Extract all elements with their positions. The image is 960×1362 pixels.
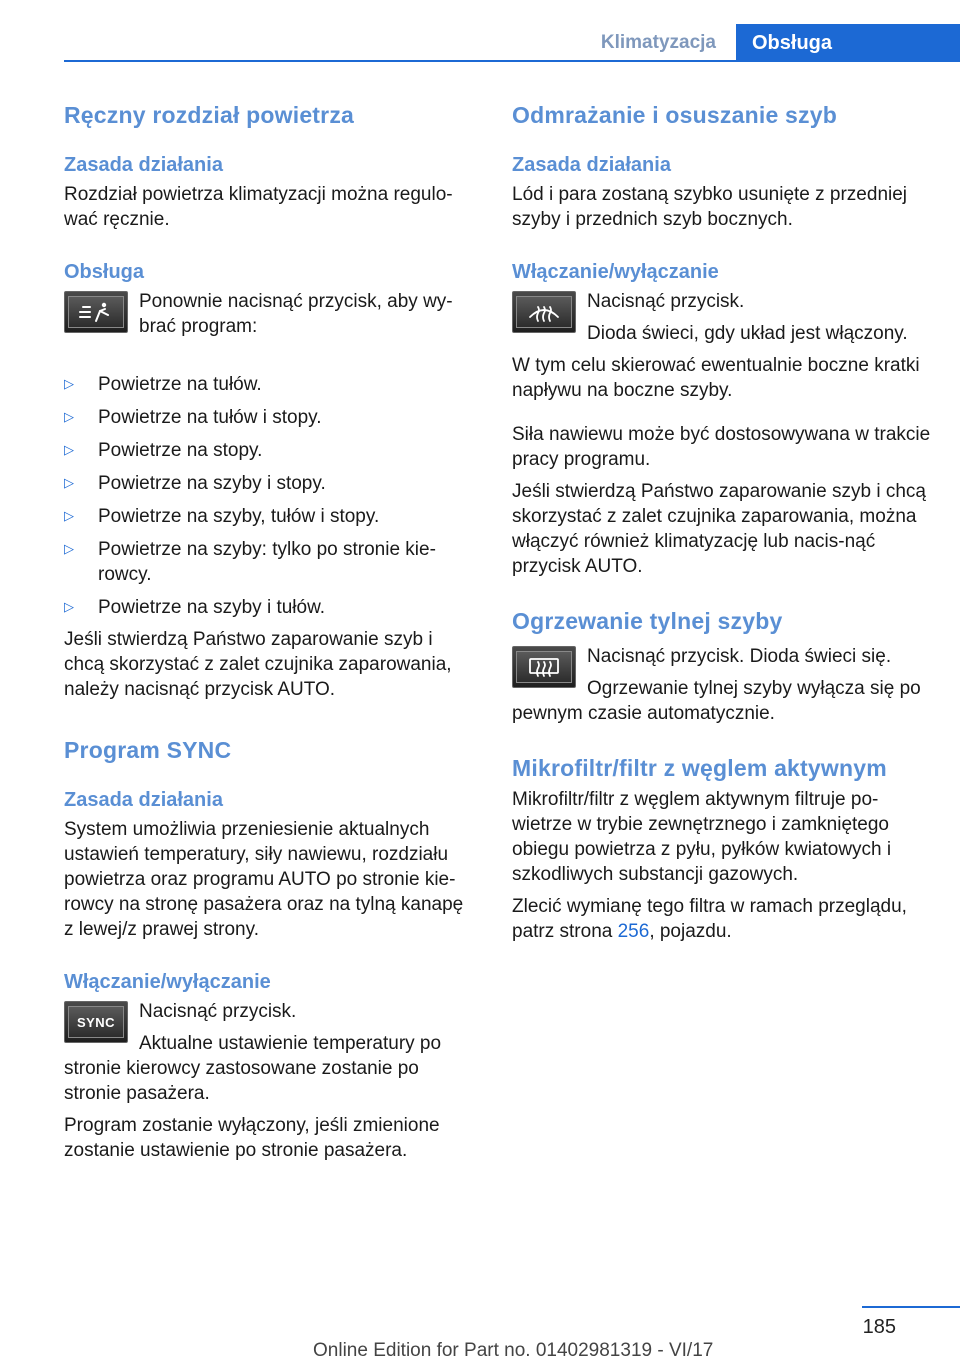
paragraph: Dioda świeci, gdy układ jest włączony. bbox=[587, 323, 908, 344]
triangle-bullet-icon: ▷ bbox=[64, 442, 74, 457]
section-title-sync: Program SYNC bbox=[64, 737, 232, 763]
header-section-tab[interactable]: Klimatyzacja bbox=[600, 32, 716, 53]
paragraph: Nacisnąć przycisk. Dioda świeci się. bbox=[587, 646, 892, 667]
right-column bbox=[512, 100, 936, 951]
paragraph: Program zostanie wyłączony, jeśli zmienione zostanie ustawienie po stronie pasażera. bbox=[64, 1115, 440, 1161]
page-reference-link[interactable]: 256 bbox=[617, 921, 650, 942]
button-instruction bbox=[64, 289, 476, 359]
windshield-defrost-icon bbox=[527, 301, 561, 323]
section-title-microfilter: Mikrofiltr/filtr z węglem aktywnym bbox=[512, 755, 887, 781]
subheading-on-off: Włączanie/wyłączanie bbox=[512, 261, 719, 283]
defrost-button-icon bbox=[512, 291, 576, 333]
button-instruction bbox=[64, 999, 476, 1106]
page-number: 185 bbox=[862, 1316, 896, 1338]
rear-window-heating-icon bbox=[527, 656, 561, 678]
triangle-bullet-icon: ▷ bbox=[64, 475, 74, 490]
list-item: ▷ Powietrze na szyby, tułów i stopy. bbox=[64, 503, 476, 529]
edition-note: Online Edition for Part no. 01402981319 - VI/17 bbox=[313, 1340, 714, 1361]
list-item: ▷ Powietrze na stopy. bbox=[64, 437, 476, 463]
subheading-principle: Zasada działania bbox=[64, 154, 223, 176]
triangle-bullet-icon: ▷ bbox=[64, 541, 74, 556]
button-instruction bbox=[512, 644, 936, 726]
list-item: ▷ Powietrze na szyby i tułów. bbox=[64, 594, 476, 620]
triangle-bullet-icon: ▷ bbox=[64, 409, 74, 424]
paragraph: W tym celu skierować ewentualnie boczne kratki napływu na boczne szyby. bbox=[512, 355, 920, 401]
paragraph: System umożliwia przeniesienie aktualnych ustawień temperatury, siły nawiewu, rozdziału powietrza oraz programu AUTO po stronie kie-rowcy na stronę pasażera oraz na tylną kanapę z lewej/z prawej strony. bbox=[64, 819, 464, 940]
button-instruction bbox=[512, 289, 936, 359]
paragraph: Jeśli stwierdzą Państwo zaparowanie szyb i chcą skorzystać z zalet czujnika zaparowania, należy nacisnąć przycisk AUTO. bbox=[64, 629, 452, 700]
header-chapter-tab[interactable]: Obsługa bbox=[736, 24, 960, 62]
footer-rule bbox=[862, 1306, 960, 1308]
paragraph: Lód i para zostaną szybko usunięte z przedniej szyby i przednich szyb bocznych. bbox=[512, 184, 908, 230]
paragraph: Mikrofiltr/filtr z węglem aktywnym filtruje po-wietrze w trybie zewnętrznego i zamkniętego obiegu powietrza z pyłu, pyłków kwiatowych i szkodliwych substancji gazowych. bbox=[512, 789, 892, 885]
subheading-on-off: Włączanie/wyłączanie bbox=[64, 971, 271, 993]
subheading-principle: Zasada działania bbox=[64, 789, 223, 811]
sync-label: SYNC bbox=[68, 1006, 124, 1038]
paragraph: Ponownie nacisnąć przycisk, aby wy-brać program: bbox=[139, 291, 453, 337]
program-list bbox=[64, 371, 476, 620]
paragraph: Ogrzewanie tylnej szyby wyłącza się po pewnym czasie automatycznie. bbox=[512, 678, 921, 724]
subheading-operation: Obsługa bbox=[64, 261, 145, 283]
air-distribution-icon bbox=[78, 301, 114, 323]
triangle-bullet-icon: ▷ bbox=[64, 508, 74, 523]
list-item: ▷ Powietrze na szyby: tylko po stronie kie-rowcy. bbox=[64, 536, 476, 587]
paragraph: Aktualne ustawienie temperatury po stronie kierowcy zastosowane zostanie po stronie pasażera. bbox=[64, 1033, 442, 1104]
section-title-rear-heating: Ogrzewanie tylnej szyby bbox=[512, 608, 783, 634]
paragraph: Nacisnąć przycisk. bbox=[587, 291, 745, 312]
subheading-principle: Zasada działania bbox=[512, 154, 671, 176]
paragraph: Zlecić wymianę tego filtra w ramach przeglądu, patrz strona 256, pojazdu. bbox=[512, 896, 907, 942]
paragraph: Rozdział powietrza klimatyzacji można regulo-wać ręcznie. bbox=[64, 184, 453, 230]
section-title-manual-air: Ręczny rozdział powietrza bbox=[64, 102, 355, 128]
triangle-bullet-icon: ▷ bbox=[64, 599, 74, 614]
paragraph: Jeśli stwierdzą Państwo zaparowanie szyb i chcą skorzystać z zalet czujnika zaparowania, można włączyć również klimatyzację lub nacis-nąć przycisk AUTO. bbox=[512, 481, 926, 577]
sync-button-icon bbox=[64, 1001, 128, 1043]
list-item: ▷ Powietrze na tułów. bbox=[64, 371, 476, 397]
list-item: ▷ Powietrze na tułów i stopy. bbox=[64, 404, 476, 430]
section-title-defrost: Odmrażanie i osuszanie szyb bbox=[512, 102, 837, 128]
paragraph: Nacisnąć przycisk. bbox=[139, 1001, 297, 1022]
left-column bbox=[64, 100, 476, 1170]
triangle-bullet-icon: ▷ bbox=[64, 376, 74, 391]
air-distribution-button-icon bbox=[64, 291, 128, 333]
paragraph: Siła nawiewu może być dostosowywana w trakcie pracy programu. bbox=[512, 424, 931, 470]
list-item: ▷ Powietrze na szyby i stopy. bbox=[64, 470, 476, 496]
rear-window-heating-button-icon bbox=[512, 646, 576, 688]
